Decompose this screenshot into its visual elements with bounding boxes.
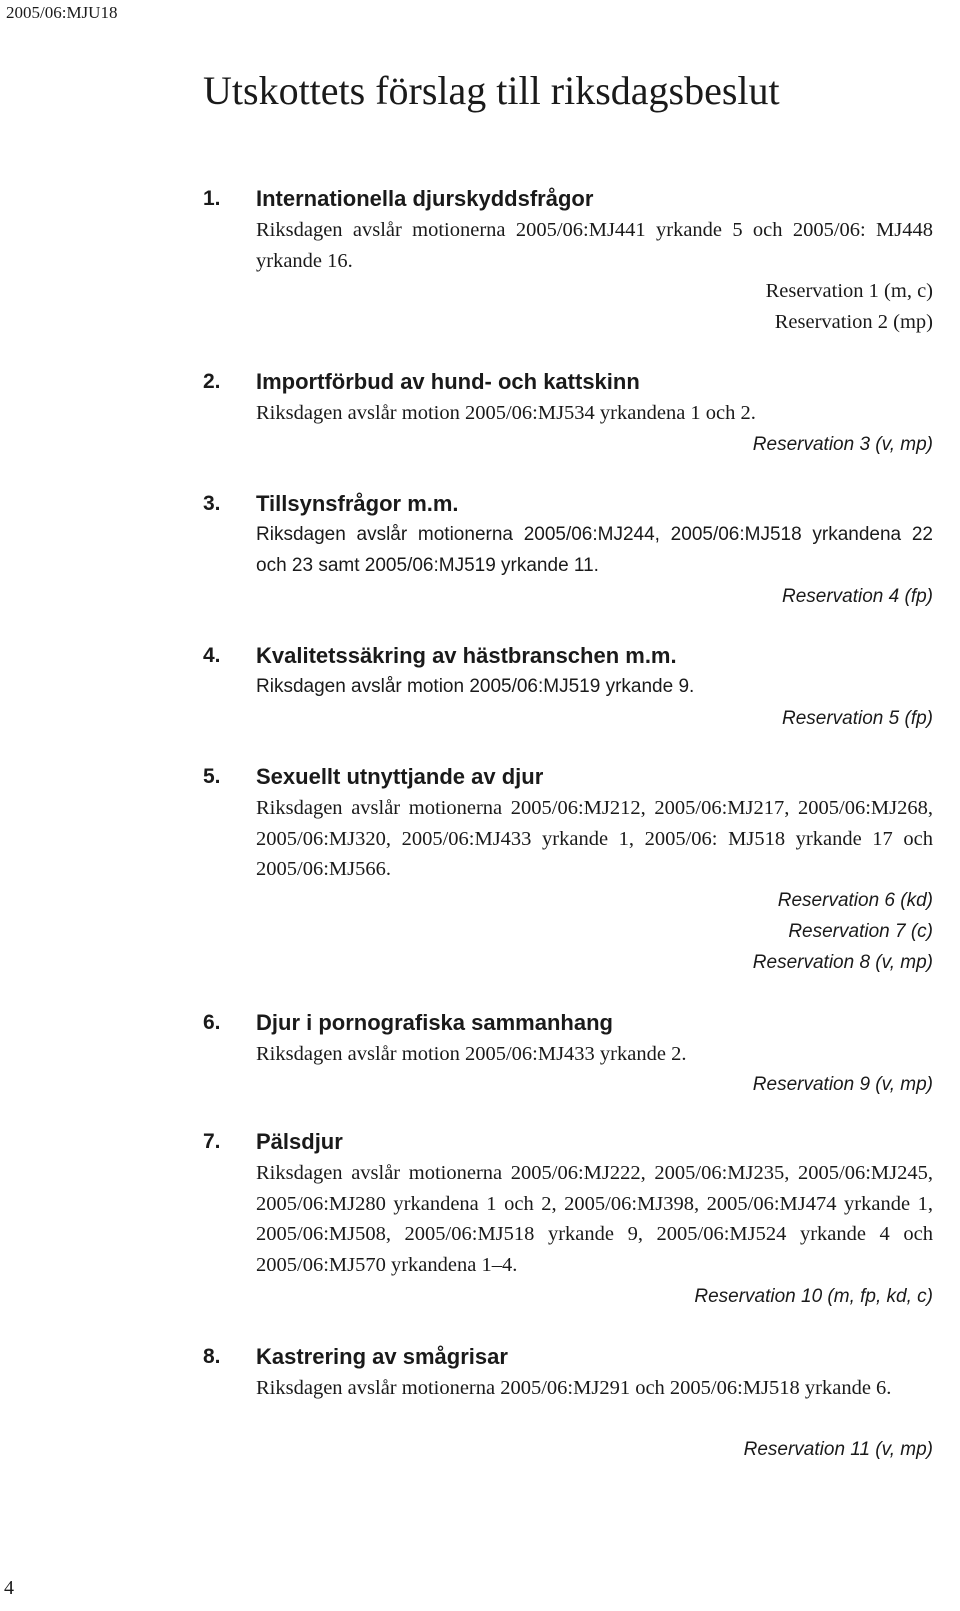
- item-body: Riksdagen avslår motion 2005/06:MJ534 yrkandena 1 och 2.: [256, 402, 756, 424]
- item-body: Riksdagen avslår motionerna 2005/06:MJ291 och 2005/06:MJ518 yrkande 6.: [256, 1377, 892, 1399]
- item-body: Riksdagen avslår motionerna 2005/06:MJ244, 2005/06:MJ518 yrkandena 22 och 23 samt 2005/06:MJ519 yrkande 11.: [256, 524, 933, 576]
- item-body: Riksdagen avslår motion 2005/06:MJ433 yrkande 2.: [256, 1043, 687, 1065]
- item-number: 3.: [203, 492, 221, 515]
- item-heading: Kastrering av smågrisar: [256, 1344, 508, 1369]
- item-number: 2.: [203, 370, 221, 393]
- item-number: 4.: [203, 644, 221, 667]
- reservation-list: [744, 1434, 933, 1465]
- item-heading: Tillsynsfrågor m.m.: [256, 491, 459, 516]
- item-number: 7.: [203, 1130, 221, 1153]
- reservation-list: [753, 429, 933, 460]
- reservation-list: [753, 885, 933, 978]
- reservation-4: Reservation 4 (fp): [781, 586, 933, 607]
- item-heading: Kvalitetssäkring av hästbranschen m.m.: [256, 643, 677, 668]
- reservation-list: [694, 1281, 933, 1312]
- item-heading: Pälsdjur: [256, 1129, 343, 1154]
- page-number: 4: [4, 1577, 14, 1599]
- item-number: 1.: [203, 187, 221, 210]
- item-heading: Internationella djurskyddsfrågor: [256, 186, 594, 211]
- item-body: Riksdagen avslår motion 2005/06:MJ519 yrkande 9.: [256, 676, 695, 697]
- item-heading: Sexuellt utnyttjande av djur: [256, 764, 544, 789]
- reservation-5: Reservation 5 (fp): [781, 708, 933, 729]
- reservation-9: Reservation 9 (v, mp): [752, 1074, 933, 1095]
- item-number: 6.: [203, 1011, 221, 1034]
- reservation-1: Reservation 1 (m, c): [765, 280, 933, 302]
- item-number: 8.: [203, 1345, 221, 1368]
- reservation-2: Reservation 2 (mp): [774, 311, 933, 333]
- item-heading: Djur i pornografiska sammanhang: [256, 1010, 613, 1035]
- reservation-list: [766, 276, 933, 338]
- reservation-list: [782, 581, 933, 612]
- item-body: Riksdagen avslår motionerna 2005/06:MJ212, 2005/06:MJ217, 2005/06:MJ268, 2005/06:MJ320, 2005/06:MJ433 yrkande 1, 2005/06: MJ518 yrkande 17 och 2005/06:MJ566.: [256, 797, 933, 881]
- item-number: 5.: [203, 765, 221, 788]
- reservation-3: Reservation 3 (v, mp): [752, 434, 933, 455]
- item-heading: Importförbud av hund- och kattskinn: [256, 369, 640, 394]
- reservation-list: [782, 703, 933, 734]
- reservation-6: Reservation 6 (kd): [777, 890, 933, 911]
- item-body: Riksdagen avslår motionerna 2005/06:MJ441 yrkande 5 och 2005/06: MJ448 yrkande 16.: [256, 219, 933, 272]
- reservation-list: [753, 1069, 933, 1100]
- reservation-11: Reservation 11 (v, mp): [743, 1439, 933, 1460]
- item-body: Riksdagen avslår motionerna 2005/06:MJ222, 2005/06:MJ235, 2005/06:MJ245, 2005/06:MJ280 yrkandena 1 och 2, 2005/06:MJ398, 2005/06:MJ474 yrkande 1, 2005/06:MJ508, 2005/06:MJ518 yrkande 9, 2005/06:MJ524 yrkande 4 och 2005/06:MJ570 yrkandena 1–4.: [256, 1162, 933, 1276]
- reservation-7: Reservation 7 (c): [788, 921, 933, 942]
- reservation-10: Reservation 10 (m, fp, kd, c): [694, 1286, 933, 1307]
- document-code: 2005/06:MJU18: [6, 3, 118, 22]
- reservation-8: Reservation 8 (v, mp): [752, 952, 933, 973]
- page-title: Utskottets förslag till riksdagsbeslut: [203, 68, 780, 113]
